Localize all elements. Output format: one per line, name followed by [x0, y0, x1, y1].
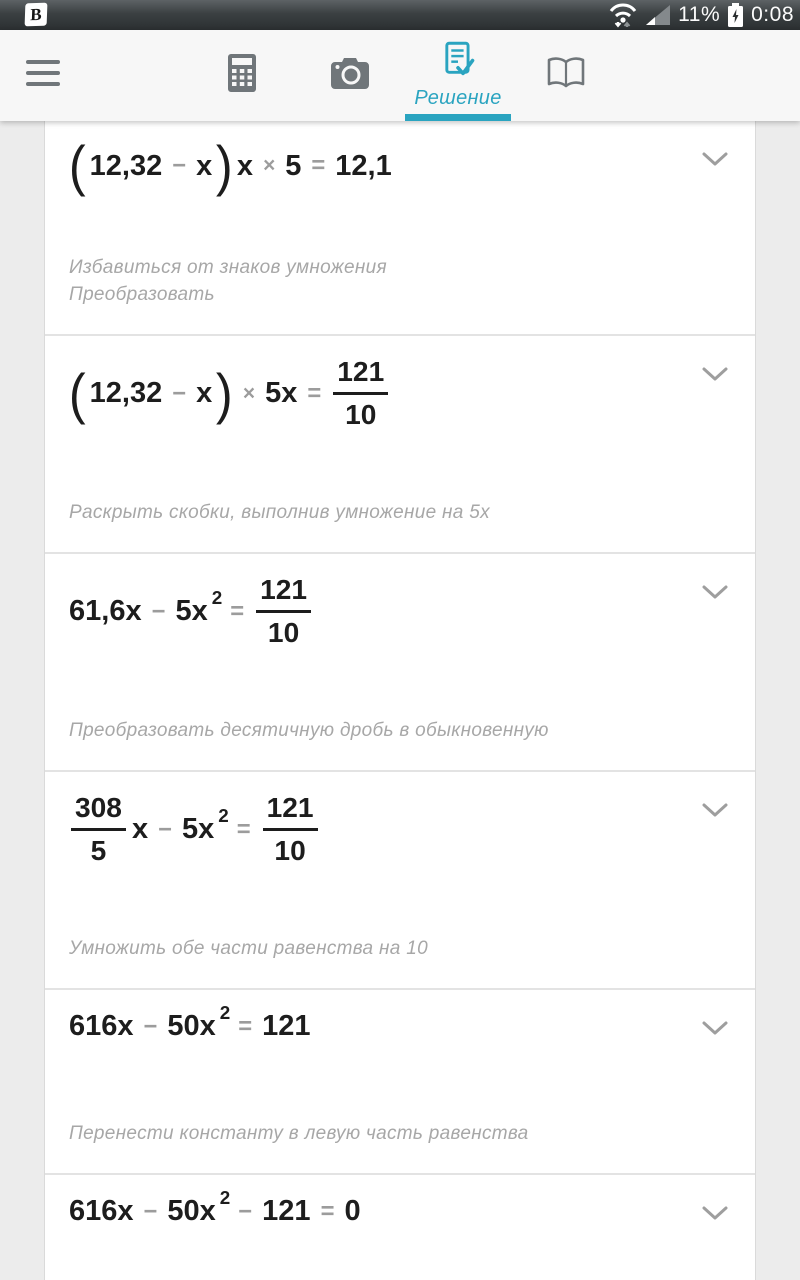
math-token: x — [236, 149, 254, 182]
app-toolbar — [0, 30, 800, 121]
book-icon — [546, 56, 586, 95]
chevron-down-icon[interactable] — [701, 366, 729, 387]
parenthesis: ) — [216, 134, 233, 197]
parenthesis: ) — [216, 361, 233, 425]
math-token: 5x — [175, 595, 208, 628]
parenthesis: ( — [68, 361, 86, 425]
chevron-down-icon[interactable] — [701, 584, 729, 605]
battery-percent-text: 11% — [678, 3, 721, 26]
camera-icon — [330, 56, 370, 95]
tab-solution[interactable] — [405, 30, 511, 121]
wifi-icon — [608, 2, 638, 28]
chevron-down-icon[interactable] — [701, 1020, 729, 1041]
step-caption: Избавиться от знаков умножения Преобразовать — [69, 257, 387, 305]
solution-steps-list — [44, 121, 756, 1280]
math-token: 121 — [262, 1010, 311, 1042]
solution-step-3 — [45, 552, 755, 770]
operator: − — [238, 1197, 253, 1225]
tab-solution-label: Решение — [414, 87, 502, 109]
math-token: x — [196, 149, 213, 182]
tab-calculator[interactable] — [189, 30, 295, 121]
step-caption: Преобразовать десятичную дробь в обыкновенную — [69, 720, 549, 741]
math-token: x — [196, 377, 213, 410]
operator: = — [307, 379, 322, 407]
math-token: 5x — [181, 813, 215, 846]
math-token: 0 — [344, 1195, 361, 1227]
chevron-down-icon[interactable] — [701, 802, 729, 823]
exponent: 2 — [219, 1001, 231, 1023]
equation — [67, 134, 695, 197]
operator: − — [172, 152, 187, 180]
math-token: 616x — [69, 1010, 134, 1042]
solution-step-1 — [45, 121, 755, 334]
active-tab-underline — [405, 114, 511, 121]
status-bar-right — [608, 0, 794, 30]
fraction: $\frac{308}{5}$ — [71, 792, 126, 868]
math-token: 616x — [69, 1195, 134, 1227]
calculator-icon — [227, 53, 257, 98]
step-caption: Раскрыть скобки, выполнив умножение на 5x — [69, 502, 490, 523]
chevron-down-icon[interactable] — [701, 1205, 729, 1226]
battery-charging-icon — [727, 2, 744, 28]
math-token: 5x — [265, 377, 298, 410]
fraction: $\frac{121}{10}$ — [263, 792, 318, 868]
solution-step-2 — [45, 334, 755, 552]
fraction: $\frac{121}{10}$ — [256, 574, 311, 650]
equation — [67, 1186, 695, 1228]
tab-camera[interactable] — [297, 30, 403, 121]
operator: = — [320, 1197, 335, 1225]
exponent: 2 — [219, 1186, 231, 1208]
math-token: 50x — [167, 1010, 216, 1042]
recorder-app-icon: B — [25, 3, 48, 27]
math-token: 5 — [285, 149, 302, 182]
cellular-signal-icon — [645, 4, 671, 26]
equation — [67, 574, 695, 650]
math-token: 50x — [167, 1195, 216, 1227]
operator: = — [311, 152, 326, 180]
equation — [67, 1001, 695, 1043]
status-bar — [0, 0, 800, 30]
math-token: 121 — [262, 1195, 311, 1227]
step-caption: Перенести константу в левую часть равенства — [69, 1123, 529, 1144]
operator: = — [236, 815, 251, 843]
operator: = — [238, 1012, 253, 1040]
solution-step-6 — [45, 1173, 755, 1280]
clock-text: 0:08 — [751, 3, 794, 26]
step-caption: Умножить обе части равенства на 10 — [69, 938, 428, 959]
chevron-down-icon[interactable] — [701, 151, 729, 172]
equation — [67, 356, 695, 432]
solution-step-5 — [45, 988, 755, 1173]
exponent: 2 — [218, 805, 229, 827]
tab-notebook[interactable] — [513, 30, 619, 121]
exponent: 2 — [211, 587, 223, 609]
operator: − — [151, 597, 166, 625]
math-token: 12,32 — [89, 377, 163, 410]
parenthesis: ( — [68, 134, 86, 197]
math-token: 12,32 — [89, 149, 163, 182]
equation — [67, 792, 695, 868]
solution-step-4 — [45, 770, 755, 988]
fraction: $\frac{121}{10}$ — [333, 356, 388, 432]
operator: − — [172, 379, 187, 407]
math-token: 61,6x — [69, 595, 142, 628]
menu-button[interactable] — [26, 60, 60, 86]
operator: × — [242, 381, 256, 405]
math-token: 12,1 — [335, 149, 392, 182]
operator: − — [158, 815, 172, 843]
operator: − — [143, 1197, 158, 1225]
operator: − — [143, 1012, 158, 1040]
math-token: x — [131, 813, 149, 846]
operator: × — [263, 154, 276, 178]
solution-steps-icon — [439, 41, 477, 84]
operator: = — [230, 597, 245, 625]
